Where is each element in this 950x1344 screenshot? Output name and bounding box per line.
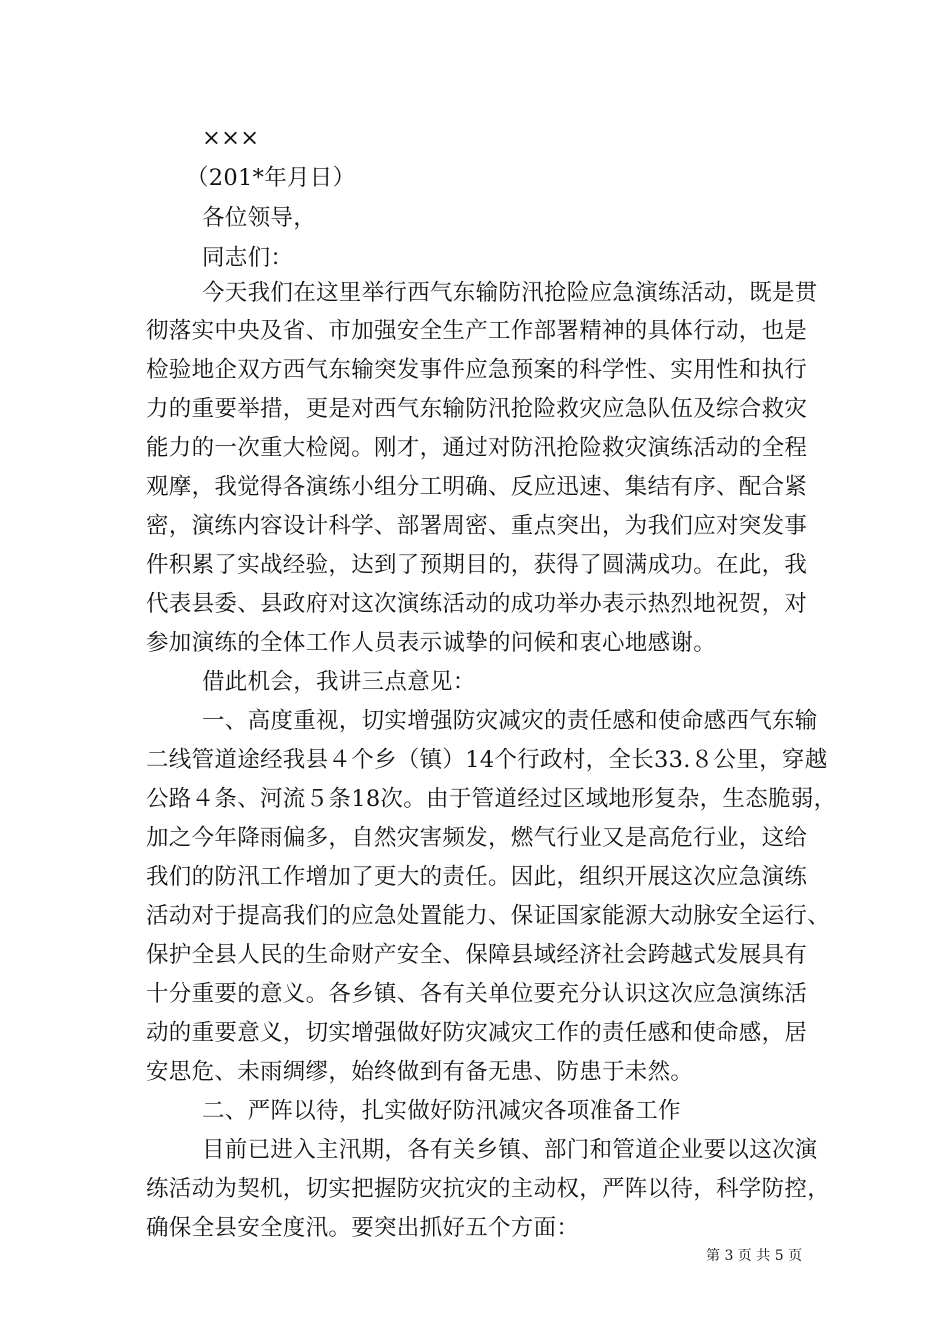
text-line: ×××: [202, 125, 260, 151]
page-footer: 第 3 页 共 5 页: [706, 1248, 803, 1264]
text-line: 代表县委、县政府对这次演练活动的成功举办表示热烈地祝贺，对: [146, 591, 808, 617]
text-line: 安思危、未雨绸缪，始终做到有备无患、防患于未然。: [146, 1059, 694, 1085]
text-line: 观摩，我觉得各演练小组分工明确、反应迅速、集结有序、配合紧: [146, 474, 808, 500]
text-line: 活动对于提高我们的应急处置能力、保证国家能源大动脉安全运行、: [146, 903, 831, 929]
text-line: 加之今年降雨偏多，自然灾害频发，燃气行业又是高危行业，这给: [146, 825, 808, 851]
text-line: 目前已进入主汛期，各有关乡镇、部门和管道企业要以这次演: [202, 1137, 818, 1163]
text-line: 二线管道途经我县４个乡（镇）14个行政村，全长33.８公里，穿越: [146, 747, 828, 773]
text-line: 十分重要的意义。各乡镇、各有关单位要充分认识这次应急演练活: [146, 981, 808, 1007]
text-line: 各位领导，: [202, 205, 317, 231]
text-line: 动的重要意义，切实增强做好防灾减灾工作的责任感和使命感，居: [146, 1020, 808, 1046]
text-line: 一、高度重视，切实增强防灾减灾的责任感和使命感西气东输: [202, 708, 818, 734]
text-line: 二、严阵以待，扎实做好防汛减灾各项准备工作: [202, 1098, 681, 1124]
text-line: 确保全县安全度汛。要突出抓好五个方面：: [146, 1215, 580, 1241]
text-line: 件积累了实战经验，达到了预期目的，获得了圆满成功。在此，我: [146, 552, 808, 578]
text-line: 同志们：: [202, 245, 294, 271]
text-line: 检验地企双方西气东输突发事件应急预案的科学性、实用性和执行: [146, 357, 808, 383]
text-line: 今天我们在这里举行西气东输防汛抢险应急演练活动，既是贯: [202, 280, 818, 306]
text-line: 我们的防汛工作增加了更大的责任。因此，组织开展这次应急演练: [146, 864, 808, 890]
text-line: 借此机会，我讲三点意见：: [202, 669, 476, 695]
text-line: （201*年月日）: [186, 165, 356, 191]
text-line: 练活动为契机，切实把握防灾抗灾的主动权，严阵以待，科学防控，: [146, 1176, 831, 1202]
text-line: 能力的一次重大检阅。刚才，通过对防汛抢险救灾演练活动的全程: [146, 435, 808, 461]
text-line: 彻落实中央及省、市加强安全生产工作部署精神的具体行动，也是: [146, 318, 808, 344]
text-line: 公路４条、河流５条18次。由于管道经过区域地形复杂，生态脆弱，: [146, 786, 837, 812]
text-line: 保护全县人民的生命财产安全、保障县域经济社会跨越式发展具有: [146, 942, 808, 968]
text-line: 力的重要举措，更是对西气东输防汛抢险救灾应急队伍及综合救灾: [146, 396, 808, 422]
text-line: 密，演练内容设计科学、部署周密、重点突出，为我们应对突发事: [146, 513, 808, 539]
text-line: 参加演练的全体工作人员表示诚挚的问候和衷心地感谢。: [146, 630, 717, 656]
